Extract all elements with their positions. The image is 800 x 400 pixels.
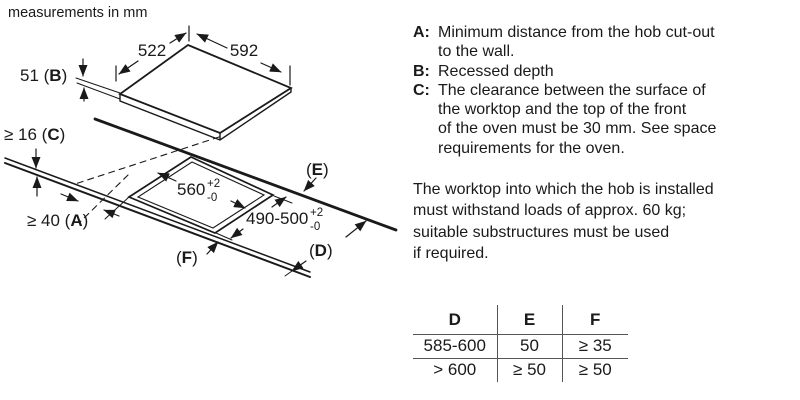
table-row xyxy=(413,334,628,358)
table-cell: ≥ 50 xyxy=(578,360,612,380)
dim-arrow xyxy=(61,194,78,201)
note-line: must withstand loads of approx. 60 kg; xyxy=(413,202,687,220)
recess-depth-dimension xyxy=(76,59,120,101)
definition-a-line: to the wall. xyxy=(438,43,515,61)
dim-cutout-depth-tol-plus: +2 xyxy=(310,207,324,219)
dim-arrow xyxy=(197,34,227,48)
note-line: The worktop into which the hob is installed xyxy=(413,181,714,198)
dim-arrow xyxy=(346,221,366,237)
table-header-row xyxy=(413,305,628,334)
dim-arrow xyxy=(119,61,138,74)
table-header-d: D xyxy=(413,305,497,334)
dim-arrow xyxy=(231,201,245,208)
table-cell: > 600 xyxy=(433,360,477,380)
table-cell: ≥ 35 xyxy=(562,334,628,358)
dim-arrow xyxy=(231,229,243,238)
definition-c-line: requirements for the oven. xyxy=(438,139,625,157)
extension-line xyxy=(216,233,232,240)
dim-cutout-width-tol-plus: +2 xyxy=(207,178,221,190)
label-d: (D) xyxy=(309,241,333,260)
dim-recess-label: 51 (B) xyxy=(20,66,68,85)
definition-c-line: C: The clearance between the surface of xyxy=(413,81,706,99)
definition-b-line: B: Recessed depth xyxy=(413,62,554,80)
dim-522: 522 xyxy=(137,41,167,60)
dim-arrow xyxy=(104,210,119,216)
table-cell: 585-600 xyxy=(413,334,497,358)
dim-cutout-width: 560 xyxy=(177,180,206,199)
dim-592: 592 xyxy=(229,41,259,60)
definition-a-line: A: Minimum distance from the hob cut-out xyxy=(413,24,715,41)
dim-cutout-width-tol-minus: -0 xyxy=(207,192,218,204)
dim-wall-dist-label: ≥ 40 (A) xyxy=(27,211,89,230)
definition-term: A: xyxy=(413,24,430,41)
definition-term: C: xyxy=(413,81,430,99)
label-e: (E) xyxy=(306,160,329,179)
dim-arrow xyxy=(261,63,281,72)
def-spec-table xyxy=(413,305,628,382)
table-header-f: F xyxy=(562,305,628,334)
worktop-load-note xyxy=(413,179,714,265)
definition-c-line: of the oven must be 30 mm. See space xyxy=(438,120,717,138)
dim-clearance-label: ≥ 16 (C) xyxy=(4,125,66,144)
definition-c-line: the worktop and the top of the front xyxy=(438,101,687,119)
note-line: if required. xyxy=(413,245,489,263)
label-f: (F) xyxy=(176,248,198,267)
note-line: suitable substructures must be used xyxy=(413,223,670,241)
label-f-arrow xyxy=(207,242,218,254)
table-header-e: E xyxy=(497,305,562,334)
label-e-arrow xyxy=(304,178,316,191)
definition-term: B: xyxy=(413,62,430,80)
dim-arrow xyxy=(170,33,186,43)
table-cell: ≥ 50 xyxy=(497,358,562,382)
dim-arrow xyxy=(272,197,286,207)
dim-cutout-depth-tol-minus: -0 xyxy=(310,221,321,233)
page-title: measurements in mm xyxy=(8,5,148,21)
worktop-thickness-dimension xyxy=(36,149,37,196)
overshoot-line xyxy=(285,271,292,276)
table-cell: 50 xyxy=(497,334,562,358)
dim-cutout-depth: 490-500 xyxy=(246,209,309,228)
table-row xyxy=(413,358,628,382)
definitions-list xyxy=(413,23,716,158)
